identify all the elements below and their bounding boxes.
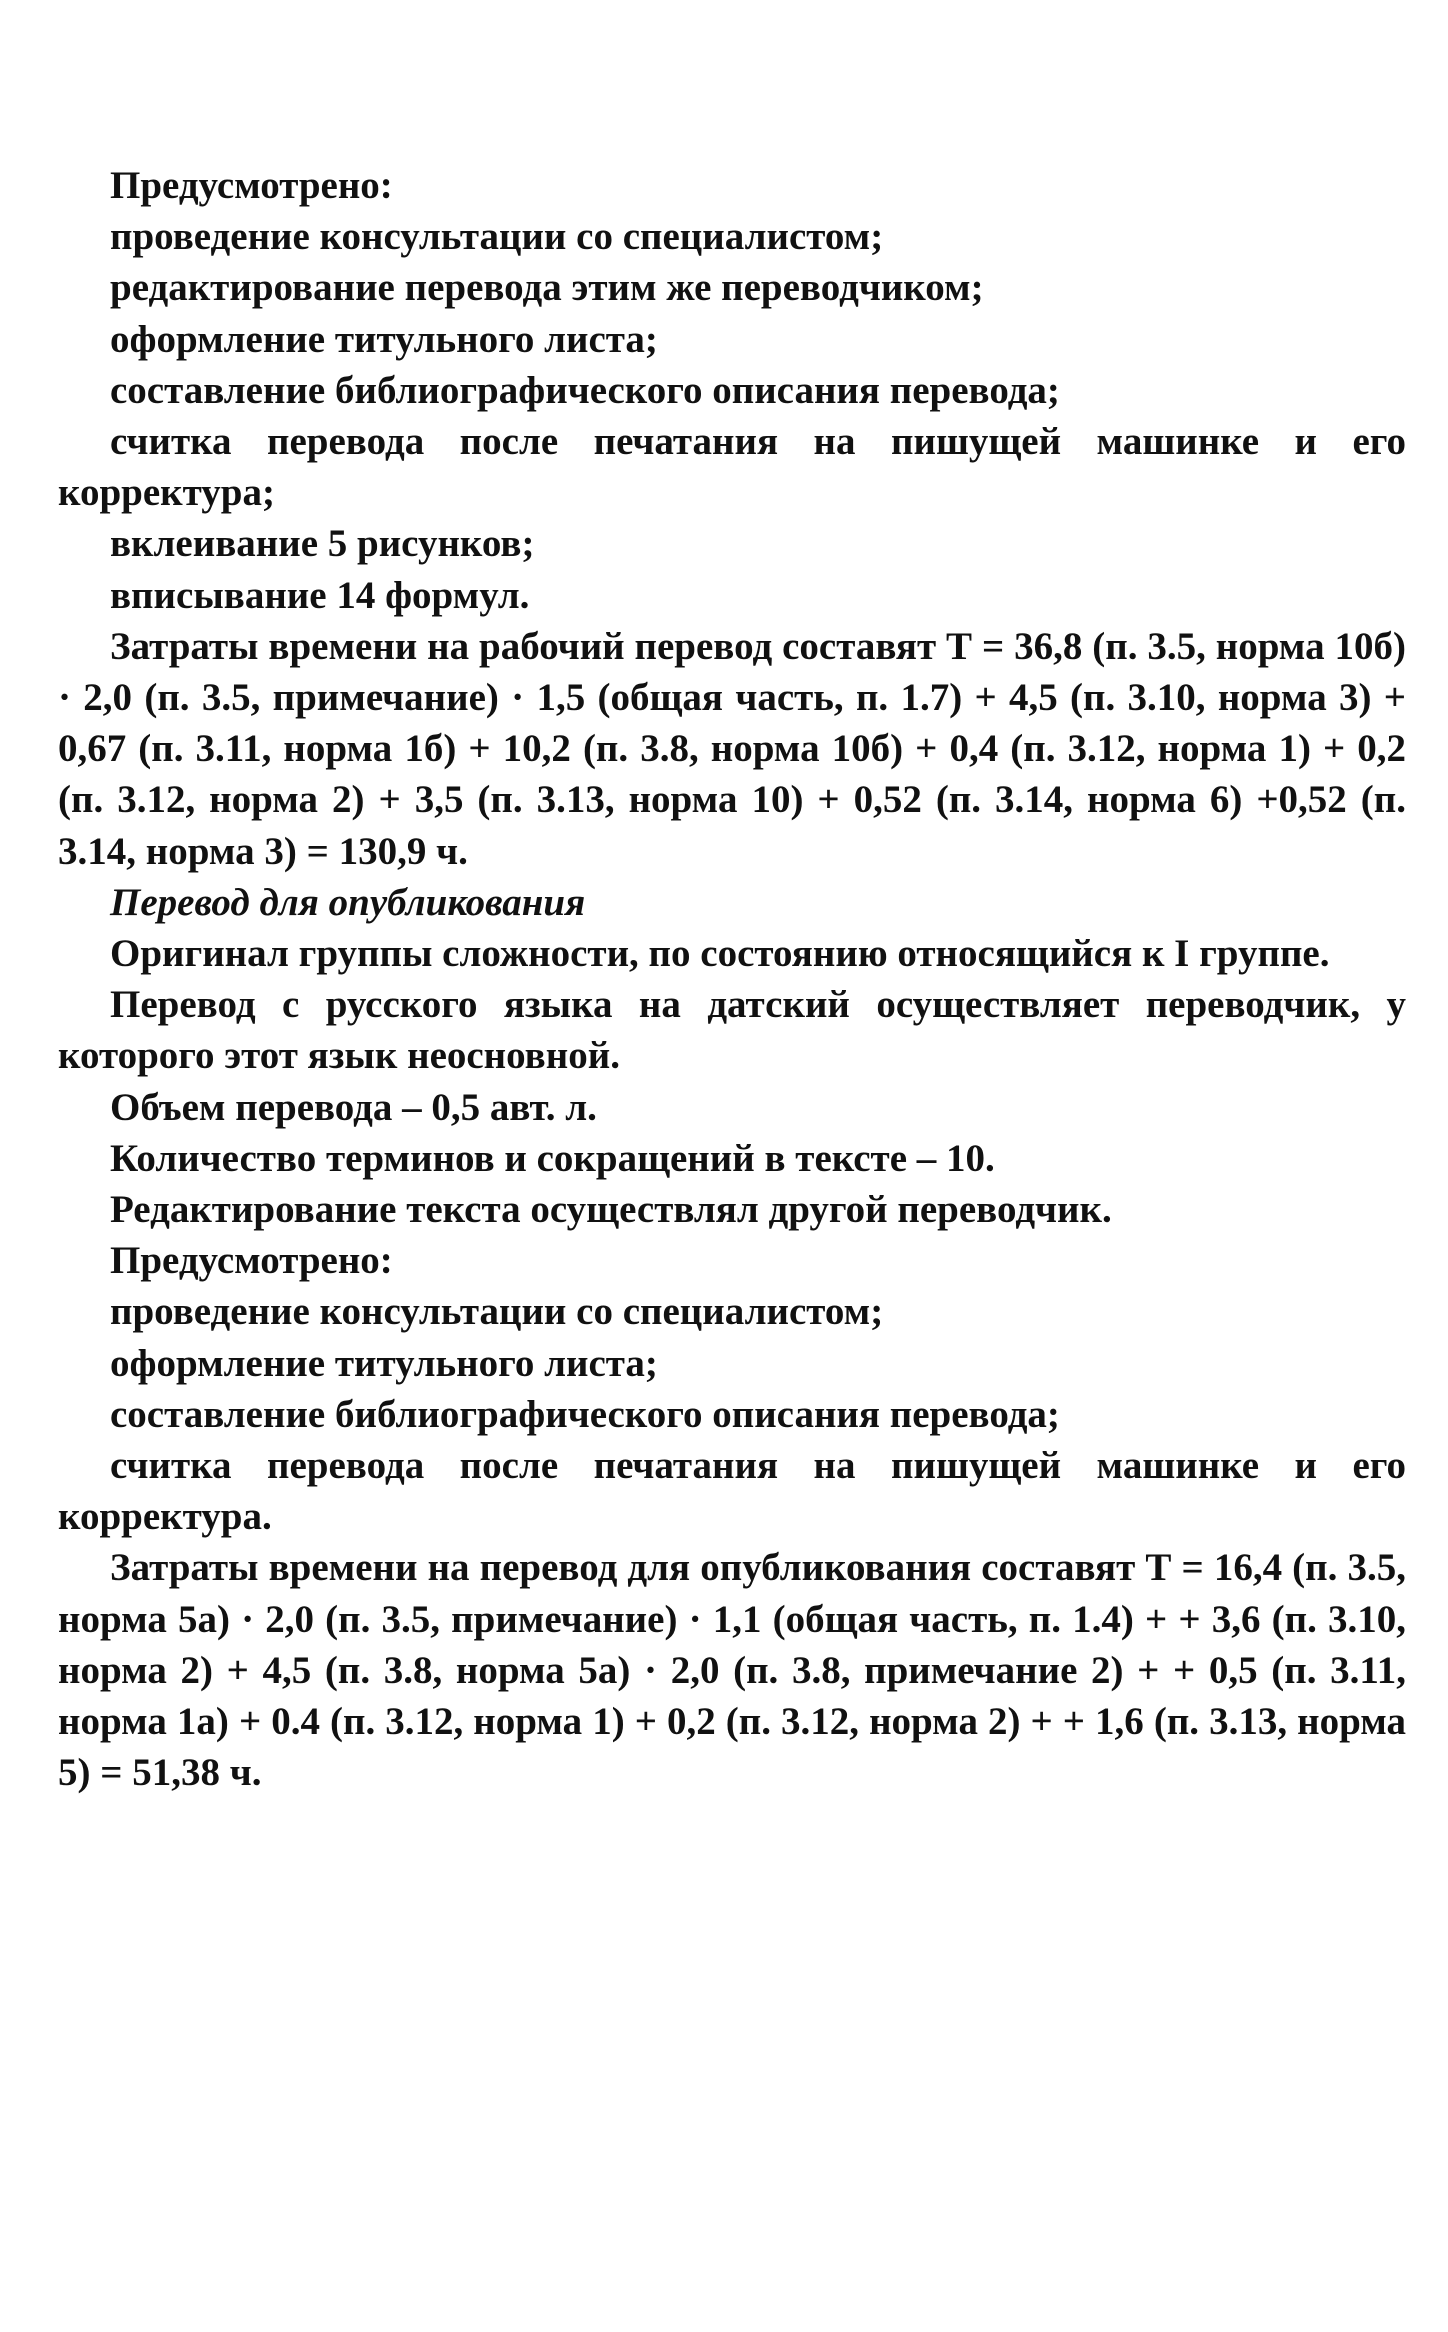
paragraph-bibliographic-description: составление библиографического описания перевода; <box>110 368 1060 412</box>
paragraph-title-page-2: оформление титульного листа; <box>110 1341 658 1385</box>
paragraph-bibliographic-description-2: составление библиографического описания перевода; <box>110 1392 1060 1436</box>
document-page <box>58 160 1406 1799</box>
paragraph-working-translation-time: Затраты времени на рабочий перевод составят Т = 36,8 (п. 3.5, норма 10б) · 2,0 (п. 3.5, примечание) · 1,5 (общая часть, п. 1.7) + 4,5 (п. 3.10, норма 3) + 0,67 (п. 3.11, норма 1б) + 10,2 (п. 3.8, норма 10б) + 0,4 (п. 3.12, норма 1) + 0,2 (п. 3.12, норма 2) + 3,5 (п. 3.13, норма 10) + 0,52 (п. 3.14, норма 6) +0,52 (п. 3.14, норма 3) = 130,9 ч. <box>58 624 1406 873</box>
paragraph-publication-translation-time: Затраты времени на перевод для опубликования составят Т = 16,4 (п. 3.5, норма 5а) · 2,0 (п. 3.5, примечание) · 1,1 (общая часть, п. 1.4) + + 3,6 (п. 3.10, норма 2) + 4,5 (п. 3.8, норма 5а) · 2,0 (п. 3.8, примечание 2) + + 0,5 (п. 3.11, норма 1а) + 0.4 (п. 3.12, норма 1) + 0,2 (п. 3.12, норма 2) + + 1,6 (п. 3.13, норма 5) = 51,38 ч. <box>58 1546 1406 1795</box>
paragraph-editing-other-translator: Редактирование текста осуществлял другой переводчик. <box>110 1188 1112 1232</box>
paragraph-consultation-2: проведение консультации со специалистом; <box>110 1290 884 1334</box>
paragraph-terms-count: Количество терминов и сокращений в тексте – 10. <box>110 1136 995 1180</box>
paragraph-volume: Объем перевода – 0,5 авт. л. <box>110 1085 597 1129</box>
paragraph-proofreading-2: считка перевода после печатания на пишущей машинке и его корректура. <box>58 1444 1406 1539</box>
paragraph-editing-same-translator: редактирование перевода этим же переводчиком; <box>110 266 984 310</box>
paragraph-provided-heading: Предусмотрено: <box>110 164 393 207</box>
paragraph-original-complexity: Оригинал группы сложности, по состоянию относящийся к I группе. <box>110 932 1330 976</box>
section-heading-publication-translation: Перевод для опубликования <box>110 880 586 924</box>
paragraph-consultation: проведение консультации со специалистом; <box>110 215 884 259</box>
paragraph-provided-heading-2: Предусмотрено: <box>110 1239 393 1283</box>
paragraph-translation-direction: Перевод с русского языка на датский осуществляет переводчик, у которого этот язык неосновной. <box>58 983 1406 1078</box>
paragraph-writing-formulas: вписывание 14 формул. <box>110 573 530 617</box>
paragraph-title-page: оформление титульного листа; <box>110 317 658 361</box>
paragraph-gluing-figures: вклеивание 5 рисунков; <box>110 522 535 566</box>
paragraph-proofreading: считка перевода после печатания на пишущей машинке и его корректура; <box>58 420 1406 515</box>
